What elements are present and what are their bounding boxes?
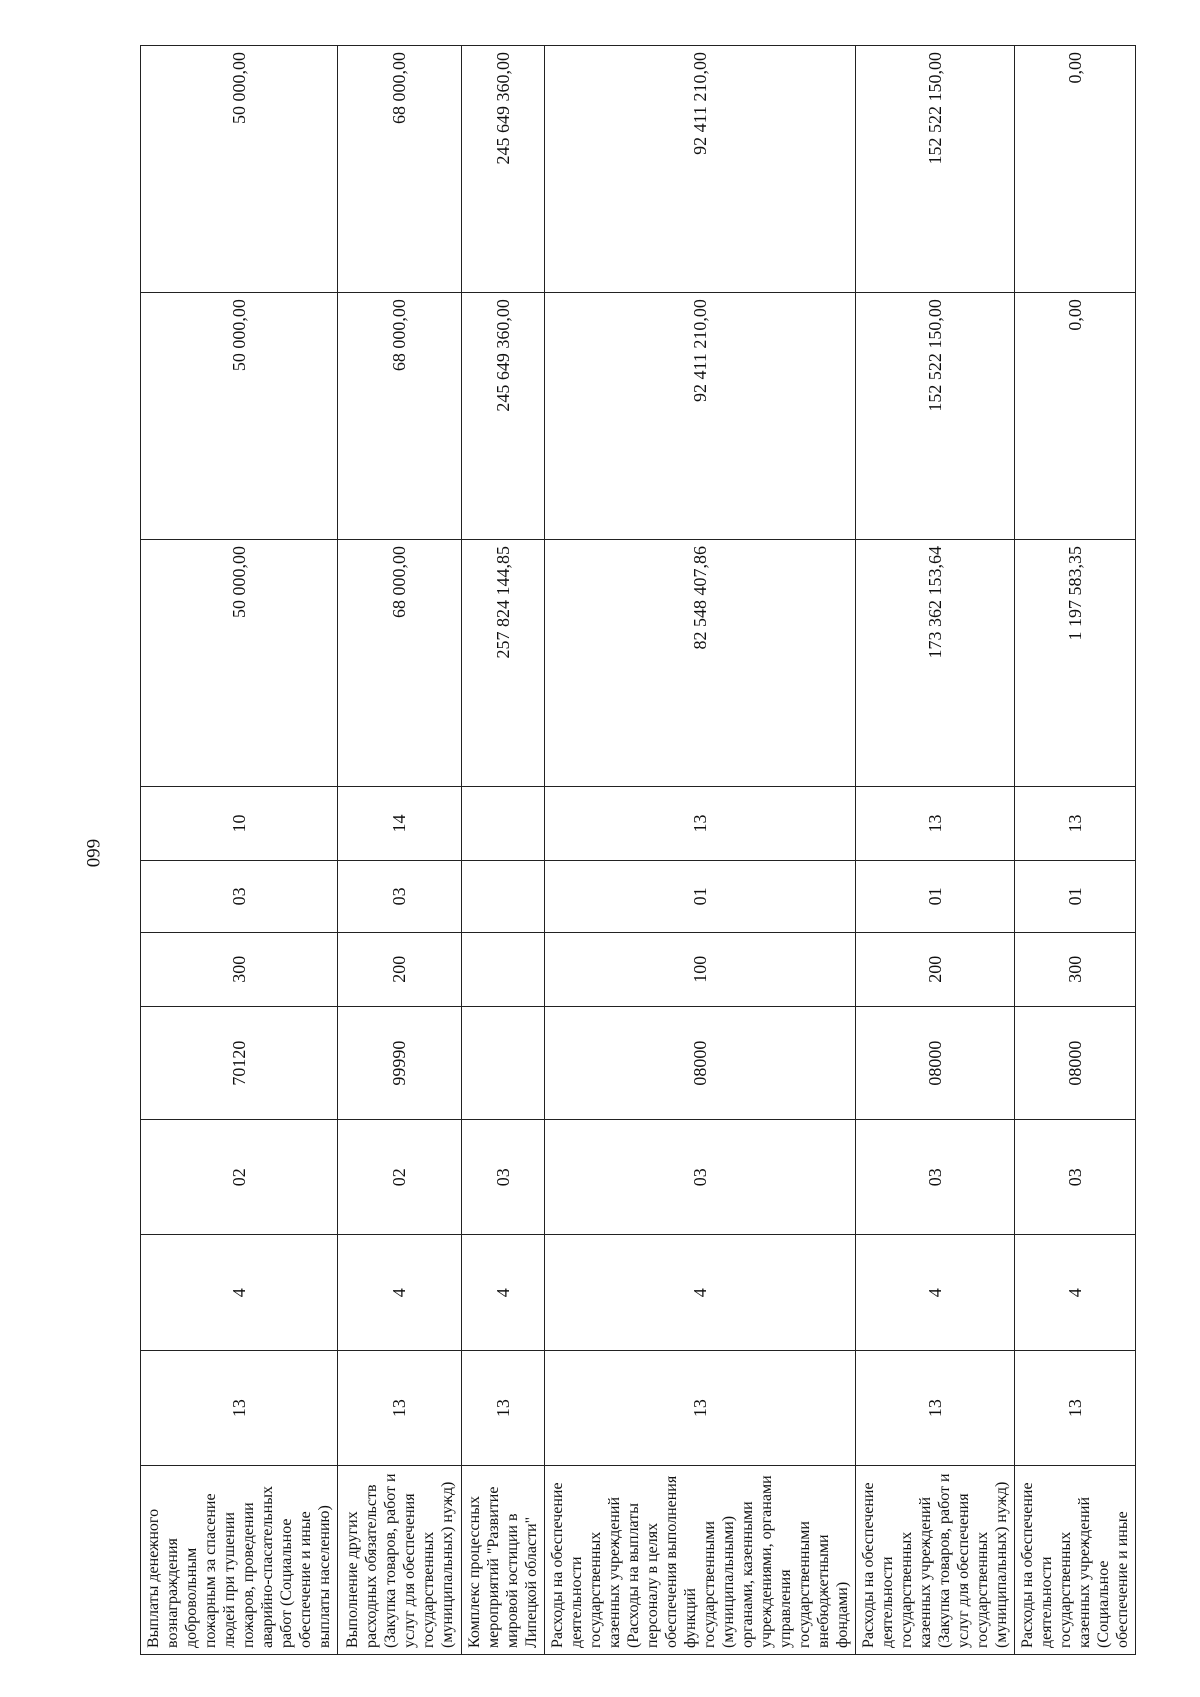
- code-pr: 03: [545, 1120, 856, 1235]
- amount-year-3: 152 522 150,00: [856, 46, 1015, 293]
- amount-year-3: 68 000,00: [338, 46, 462, 293]
- amount-year-2: 50 000,00: [141, 293, 338, 540]
- amount-year-1: 82 548 407,86: [545, 540, 856, 787]
- row-name: Выплаты денежного вознаграждения добровольным пожарным за спасение людей при тушении пожаров, проведении аварийно-спасательных работ (Социальное обеспечение и иные выплаты населению): [141, 1466, 338, 1655]
- table-row: [141, 46, 338, 1655]
- code-ved: 13: [1015, 1351, 1136, 1466]
- code-a: 03: [141, 861, 338, 933]
- table-row: [856, 46, 1015, 1655]
- table-row: [338, 46, 462, 1655]
- row-name: Выполнение других расходных обязательств (Закупка товаров, работ и услуг для обеспечения государственных (муниципальных) нужд): [338, 1466, 462, 1655]
- code-cs: 70120: [141, 1006, 338, 1120]
- code-a: [462, 861, 545, 933]
- code-cs: 08000: [856, 1006, 1015, 1120]
- code-vr: 300: [1015, 932, 1136, 1006]
- code-b: 13: [545, 787, 856, 861]
- code-rz: 4: [1015, 1235, 1136, 1351]
- code-rz: 4: [141, 1235, 338, 1351]
- code-b: 10: [141, 787, 338, 861]
- code-cs: [462, 1006, 545, 1120]
- code-rz: 4: [856, 1235, 1015, 1351]
- code-ved: 13: [462, 1351, 545, 1466]
- table-body: [141, 46, 1136, 1655]
- amount-year-1: 173 362 153,64: [856, 540, 1015, 787]
- code-pr: 02: [141, 1120, 338, 1235]
- code-ved: 13: [141, 1351, 338, 1466]
- code-pr: 03: [856, 1120, 1015, 1235]
- code-vr: 100: [545, 932, 856, 1006]
- amount-year-3: 245 649 360,00: [462, 46, 545, 293]
- code-ved: 13: [338, 1351, 462, 1466]
- page-number: 660: [82, 838, 103, 868]
- code-a: 01: [856, 861, 1015, 933]
- code-vr: 200: [856, 932, 1015, 1006]
- code-vr: 300: [141, 932, 338, 1006]
- amount-year-1: 1 197 583,35: [1015, 540, 1136, 787]
- code-ved: 13: [856, 1351, 1015, 1466]
- code-b: 13: [1015, 787, 1136, 861]
- table-row: [545, 46, 856, 1655]
- code-b: 13: [856, 787, 1015, 861]
- amount-year-3: 0,00: [1015, 46, 1136, 293]
- code-vr: 200: [338, 932, 462, 1006]
- amount-year-1: 257 824 144,85: [462, 540, 545, 787]
- amount-year-2: 152 522 150,00: [856, 293, 1015, 540]
- code-pr: 02: [338, 1120, 462, 1235]
- code-a: 03: [338, 861, 462, 933]
- code-pr: 03: [462, 1120, 545, 1235]
- code-b: [462, 787, 545, 861]
- code-cs: 08000: [545, 1006, 856, 1120]
- budget-table-wrapper: [140, 45, 1140, 1655]
- row-name: Расходы на обеспечение деятельности государственных казенных учреждений (Социальное обеспечение и иные: [1015, 1466, 1136, 1655]
- amount-year-1: 68 000,00: [338, 540, 462, 787]
- code-b: 14: [338, 787, 462, 861]
- code-rz: 4: [338, 1235, 462, 1351]
- table-row: [1015, 46, 1136, 1655]
- amount-year-2: 92 411 210,00: [545, 293, 856, 540]
- code-rz: 4: [545, 1235, 856, 1351]
- code-vr: [462, 932, 545, 1006]
- table-row: [462, 46, 545, 1655]
- code-a: 01: [1015, 861, 1136, 933]
- row-name: Расходы на обеспечение деятельности государственных казенных учреждений (Закупка товаров, работ и услуг для обеспечения государственных (муниципальных) нужд): [856, 1466, 1015, 1655]
- code-a: 01: [545, 861, 856, 933]
- code-pr: 03: [1015, 1120, 1136, 1235]
- amount-year-3: 50 000,00: [141, 46, 338, 293]
- amount-year-1: 50 000,00: [141, 540, 338, 787]
- amount-year-3: 92 411 210,00: [545, 46, 856, 293]
- code-cs: 08000: [1015, 1006, 1136, 1120]
- amount-year-2: 245 649 360,00: [462, 293, 545, 540]
- amount-year-2: 0,00: [1015, 293, 1136, 540]
- amount-year-2: 68 000,00: [338, 293, 462, 540]
- row-name: Расходы на обеспечение деятельности государственных казенных учреждений (Расходы на выплаты персоналу в целях обеспечения выполнения функций государственными (муниципальными) органами, казенными учреждениями, органами управления государственными внебюджетными фондами): [545, 1466, 856, 1655]
- code-ved: 13: [545, 1351, 856, 1466]
- row-name: Комплекс процессных мероприятий "Развитие мировой юстиции в Липецкой области": [462, 1466, 545, 1655]
- code-cs: 99990: [338, 1006, 462, 1120]
- code-rz: 4: [462, 1235, 545, 1351]
- budget-table: [140, 45, 1136, 1655]
